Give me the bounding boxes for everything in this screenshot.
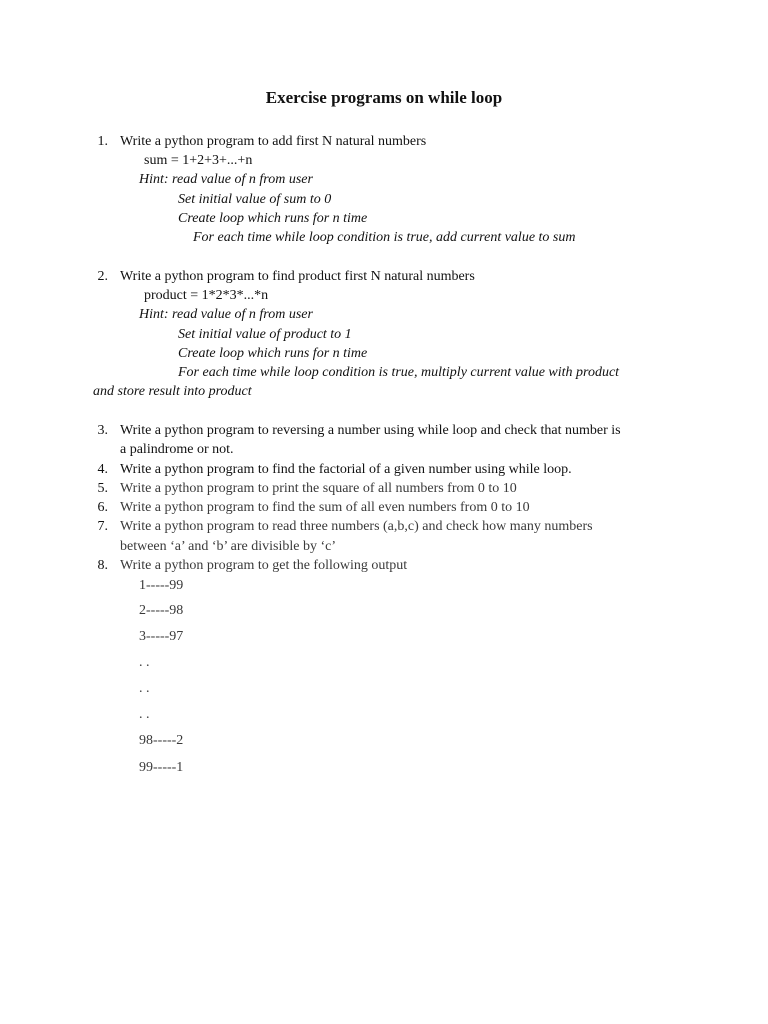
exercise-2-step-3: For each time while loop condition is true, multiply current value with product: [178, 365, 620, 380]
exercise-2-step-3-continued: and store result into product: [93, 384, 252, 399]
exercise-6-number: 6.: [97, 500, 108, 515]
exercise-2-text: Write a python program to find product first N natural numbers: [120, 269, 475, 284]
exercise-2-number: 2.: [97, 269, 108, 284]
exercise-2-formula: product = 1*2*3*...*n: [144, 288, 269, 303]
exercise-3-text-line-2: a palindrome or not.: [120, 442, 234, 457]
exercise-6-text: Write a python program to find the sum of all even numbers from 0 to 10: [120, 500, 530, 515]
exercise-8-number: 8.: [97, 558, 108, 573]
output-line: 99-----1: [139, 760, 184, 775]
page-title: Exercise programs on while loop: [265, 88, 503, 107]
exercise-1-step-3: For each time while loop condition is true, add current value to sum: [193, 230, 576, 245]
exercise-3-number: 3.: [97, 423, 108, 438]
exercise-5-number: 5.: [97, 481, 108, 496]
exercise-4-number: 4.: [97, 462, 108, 477]
exercise-1-text: Write a python program to add first N natural numbers: [120, 134, 427, 149]
output-line: 3-----97: [139, 629, 184, 644]
output-ellipsis: . .: [139, 681, 150, 696]
exercise-7-text-line-2: between ‘a’ and ‘b’ are divisible by ‘c’: [120, 539, 336, 554]
output-line: 2-----98: [139, 603, 184, 618]
output-ellipsis: . .: [139, 655, 150, 670]
exercise-5-text: Write a python program to print the square of all numbers from 0 to 10: [120, 481, 517, 496]
exercise-1-hint: Hint: read value of n from user: [139, 172, 313, 187]
exercise-2-step-1: Set initial value of product to 1: [178, 327, 352, 342]
exercise-7-number: 7.: [97, 519, 108, 534]
exercise-1-step-1: Set initial value of sum to 0: [178, 192, 332, 207]
output-line: 1-----99: [139, 578, 184, 593]
output-ellipsis: . .: [139, 707, 150, 722]
exercise-1-formula: sum = 1+2+3+...+n: [144, 153, 253, 168]
exercise-8-text: Write a python program to get the following output: [120, 558, 408, 573]
exercise-1-number: 1.: [97, 134, 108, 149]
exercise-7-text-line-1: Write a python program to read three numbers (a,b,c) and check how many numbers: [120, 519, 593, 534]
output-line: 98-----2: [139, 733, 184, 748]
exercise-1-step-2: Create loop which runs for n time: [178, 211, 368, 226]
exercise-2-step-2: Create loop which runs for n time: [178, 346, 368, 361]
exercise-2-hint: Hint: read value of n from user: [139, 307, 313, 322]
exercise-3-text-line-1: Write a python program to reversing a number using while loop and check that number is: [120, 423, 621, 438]
exercise-4-text: Write a python program to find the factorial of a given number using while loop.: [120, 462, 572, 477]
